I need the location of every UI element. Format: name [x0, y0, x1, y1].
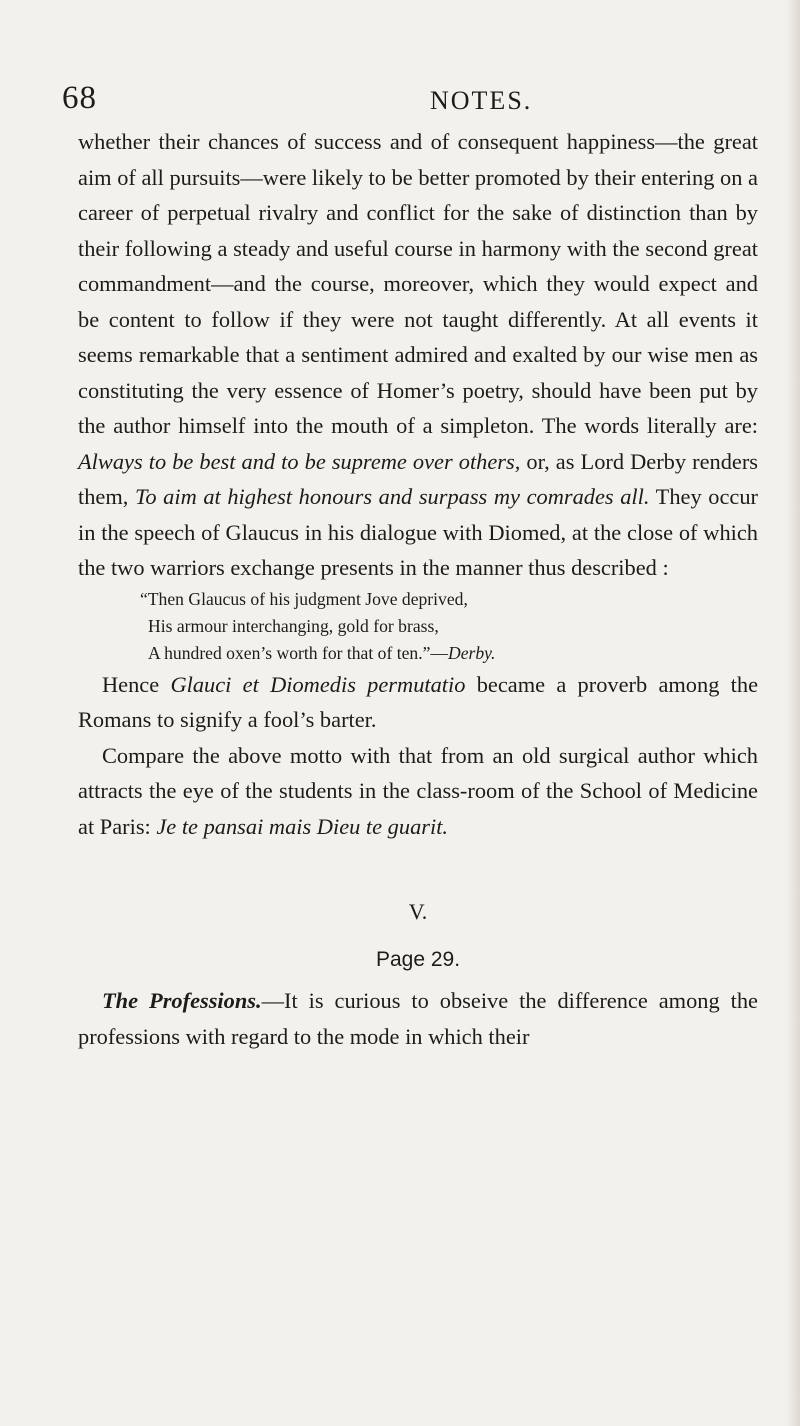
paragraph-4 — [78, 983, 758, 1054]
paragraph-1-text-a: whether their chances of success and of consequent happiness—the great aim of all pursuits—were likely to be better promoted by their entering on a career of perpetual rivalry and conflict for the sake of distinction than by their following a steady and useful course in harmony with the second great commandment—and the course, moreover, which they would expect and be content to follow if they were not taught differently. At all events it seems remarkable that a sentiment admired and exalted by our wise men as constituting the very essence of Homer’s poetry, should have been put by the author himself into the mouth of a simpleton. The words literally are: — [78, 129, 758, 438]
paragraph-3-italic: Je te pansai mais Dieu te guarit. — [156, 813, 449, 839]
paragraph-3-text: Compare the above motto with that from an old surgical author which attracts the eye of the students in the class-room of the School of Medicine at Paris: — [78, 742, 758, 839]
paragraph-2-italic: Glauci et Diomedis permutatio — [170, 671, 466, 697]
quote-line-2: His armour interchanging, gold for brass, — [148, 615, 439, 636]
running-head: NOTES. — [430, 86, 533, 115]
paragraph-1-text-b: or, as Lord Derby renders them, — [78, 448, 759, 509]
paragraph-3 — [78, 738, 758, 845]
paragraph-4-title: The Professions. — [102, 988, 262, 1013]
paragraph-1-italic-b: To aim at highest honours and surpass my comrades all. — [134, 484, 650, 509]
block-quote — [78, 586, 758, 667]
quote-line-1: “Then Glaucus of his judgment Jove deprived, — [140, 588, 468, 609]
paragraph-4-text: —It is curious to obseive the difference among the professions with regard to the mode in which their — [78, 988, 758, 1049]
quote-line-3: A hundred oxen’s worth for that of ten.”— — [148, 642, 449, 663]
page-number: 68 — [62, 80, 97, 116]
quote-line-3-wrap — [148, 640, 758, 667]
quote-source: Derby. — [448, 642, 496, 663]
body-text — [78, 124, 758, 1054]
section-page-ref: Page 29. — [375, 947, 461, 971]
paragraph-1-italic-a: Always to be best and to be supreme over others, — [78, 448, 521, 474]
paragraph-2-text-b: became a proverb among the Romans to signify a fool’s barter. — [78, 671, 759, 732]
paragraph-1-text-c: They occur in the speech of Glaucus in his dialogue with Diomed, at the close of which the two warriors exchange presents in the manner thus described : — [78, 484, 758, 580]
paragraph-2 — [78, 667, 758, 738]
page-edge-shadow — [786, 0, 800, 1426]
section-number: V. — [408, 899, 428, 924]
paragraph-2-text-a: Hence — [102, 671, 171, 697]
page-header — [62, 80, 742, 120]
paragraph-1 — [78, 124, 758, 586]
